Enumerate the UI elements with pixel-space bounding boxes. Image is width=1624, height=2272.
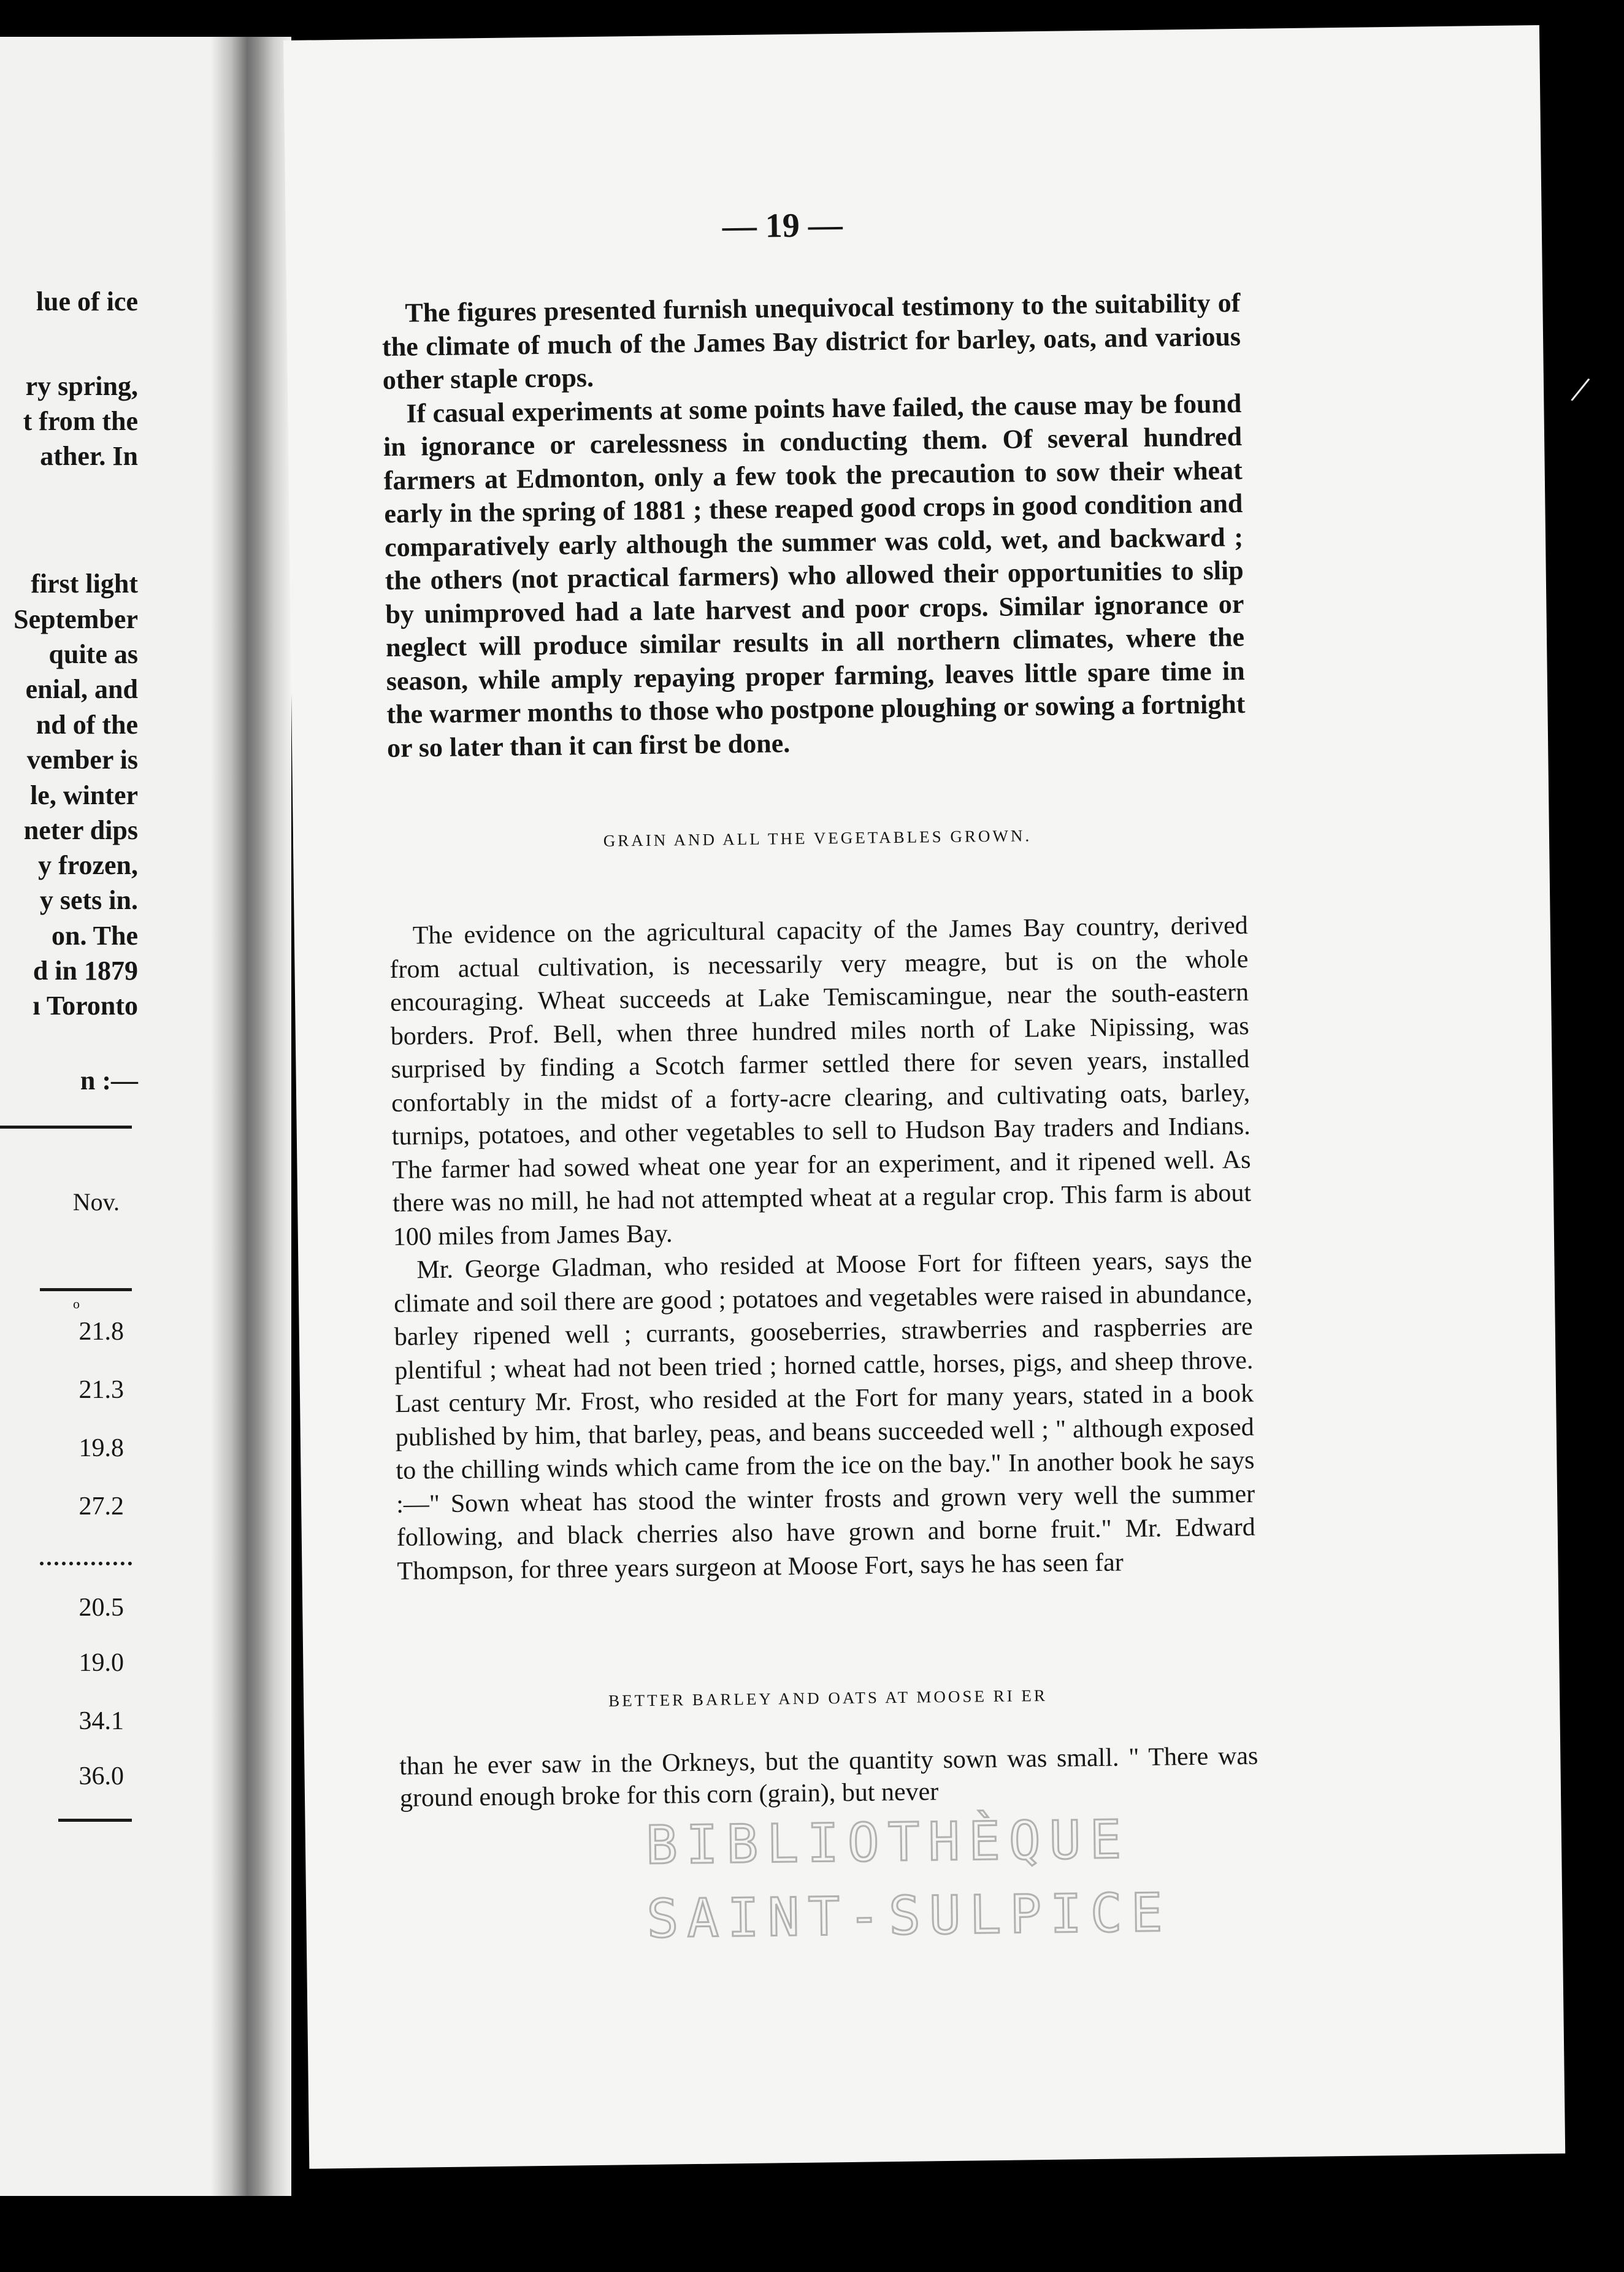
page-number: — 19 — xyxy=(722,205,843,246)
table-dotted-rule xyxy=(40,1562,132,1565)
text-block xyxy=(389,909,1256,1588)
left-page-line: lue of ice xyxy=(36,286,138,317)
table-value: 21.3 xyxy=(79,1376,124,1404)
left-page-line: le, winter xyxy=(30,780,138,810)
left-page-line: n :— xyxy=(80,1065,138,1096)
text-block xyxy=(381,286,1246,765)
table-value: 19.0 xyxy=(79,1649,124,1677)
table-header: Nov. xyxy=(72,1188,120,1216)
degree-mark: o xyxy=(73,1296,80,1311)
book-gutter xyxy=(212,37,291,2196)
left-page-line: ry spring, xyxy=(25,371,138,401)
left-page-line: d in 1879 xyxy=(33,956,138,986)
left-page-line: September xyxy=(13,604,138,634)
paragraph: The figures presented furnish unequivocal testimony to the suitability of the climate of much of the James Bay district for barley, oats, and various other staple crops. xyxy=(381,287,1241,396)
left-page-line: quite as xyxy=(48,639,138,669)
paragraph: If casual experiments at some points have failed, the cause may be found in ignorance or carelessness in conducting them. Of several hundred farmers at Edmonton, only a few took the precaution to sow their wheat early in the spring of 1881 ; these reaped good crops in good condition and comparatively early although the summer was cold, wet, and backward ; the others (not practical farmers) who allowed their opportunities to slip by unimproved had a late harvest and poor crops. Similar ignorance or neglect will produce similar results in all northern climates, where the season, while amply repaying proper farming, leaves little spare time in the warmer months to those who postpone ploughing or sowing a fortnight or so later than it can first be done. xyxy=(383,388,1246,763)
library-perforation-stamp xyxy=(645,1802,1174,1955)
table-value: 21.8 xyxy=(79,1318,124,1346)
left-page-line: nd of the xyxy=(36,710,138,740)
paragraph: Mr. George Gladman, who resided at Moose Fort for fifteen years, says the climate and soil there are good ; potatoes and vegetables were raised in abundance, barley ripened well ; currants, gooseberries, strawberries and raspberries are plentiful ; wheat had not been tried ; horned cattle, horses, pigs, and sheep throve. Last century Mr. Frost, who resided at the Fort for many years, stated in a book published by him, that barley, peas, and beans succeeded well ; " although exposed to the chilling winds which came from the ice on the bay." In another book he says :—" Sown wheat has stood the winter frosts and grown very well the summer following, and black cherries also have grown and borne fruit." Mr. Edward Thompson, for three years surgeon at Moose Fort, says he has seen far xyxy=(393,1245,1256,1586)
table-rule xyxy=(58,1819,132,1822)
left-page-line: ather. In xyxy=(40,441,138,471)
table-rule xyxy=(40,1288,132,1291)
stamp-line: BIBLIOTHÈQUE xyxy=(645,1809,1130,1876)
left-facing-page xyxy=(0,37,233,2196)
left-page-line: enial, and xyxy=(25,674,138,704)
left-page-line: t from the xyxy=(23,406,138,436)
stamp-line: SAINT-SULPICE xyxy=(646,1882,1172,1950)
paragraph: than he ever saw in the Orkneys, but the quantity sown was small. " There was ground enough broke for this corn (grain), but never xyxy=(399,1741,1258,1813)
table-value: 34.1 xyxy=(79,1707,124,1735)
left-page-line: neter dips xyxy=(23,815,138,845)
left-page-line: first light xyxy=(31,569,138,599)
table-value: 27.2 xyxy=(79,1492,124,1521)
left-page-line: vember is xyxy=(26,745,138,775)
section-heading: BETTER BARLEY AND OATS AT MOOSE RI ER xyxy=(608,1686,1048,1710)
left-page-line: on. The xyxy=(51,921,138,951)
paragraph: The evidence on the agricultural capacity of the James Bay country, derived from actual cultivation, is necessarily very meagre, but is on the whole encouraging. Wheat succeeds at Lake Temiscamingue, near the south-eastern borders. Prof. Bell, when three hundred miles north of Lake Nipissing, was surprised by finding a Scotch farmer settled there for seven years, installed confortably in the midst of a forty-acre clearing, and cultivating oats, barley, turnips, potatoes, and other vegetables to sell to Hudson Bay traders and Indians. The farmer had sowed wheat one year for an experiment, and it ripened well. As there was no mill, he had not attempted wheat at a regular crop. This farm is about 100 miles from James Bay. xyxy=(389,911,1252,1251)
left-page-line: y frozen, xyxy=(38,850,138,880)
scan-artifact-mark: / xyxy=(1568,367,1593,412)
page-19 xyxy=(283,25,1565,2169)
table-value: 20.5 xyxy=(79,1594,124,1622)
left-page-line: y sets in. xyxy=(39,885,138,915)
table-rule xyxy=(0,1126,132,1129)
table-value: 19.8 xyxy=(79,1434,124,1462)
left-page-line: ı Toronto xyxy=(33,991,138,1021)
section-heading: GRAIN AND ALL THE VEGETABLES GROWN. xyxy=(603,826,1032,850)
table-value: 36.0 xyxy=(79,1762,124,1790)
